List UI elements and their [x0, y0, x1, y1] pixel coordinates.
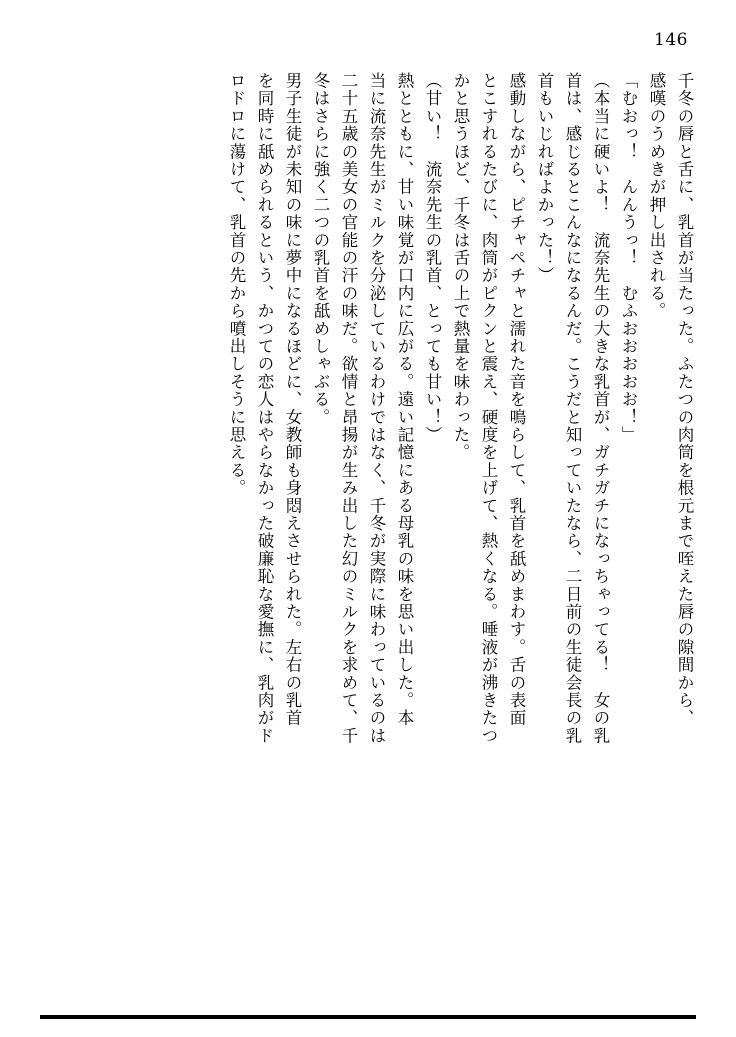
text-column: 首もいじればよかった！） — [535, 72, 554, 285]
footer-rule — [40, 1015, 696, 1019]
text-column: とこすれるたびに、肉筒がピクンと震え、硬度を上げて、熱くなる。唾液が沸きたつ — [479, 72, 498, 745]
text-column: 首は、感じるとこんなになるんだ。こうだと知っていたなら、二日前の生徒会長の乳 — [563, 72, 582, 745]
text-column: （甘い！ 流奈先生の乳首、とっても甘い！） — [423, 72, 442, 444]
text-column: 当に流奈先生がミルクを分泌しているわけではなく、千冬が実際に味わっているのは — [367, 72, 386, 745]
text-column: 感動しながら、ピチャペチャと濡れた音を鳴らして、乳首を舐めまわす。舌の表面 — [507, 72, 526, 727]
text-column: 感嘆のうめきが押し出される。 — [647, 72, 666, 320]
text-column: 「むおっ！ んんうっ！ むふおおおおお！」 — [619, 72, 638, 444]
text-column: 熱とともに、甘い味覚が口内に広がる。遠い記憶にある母乳の味を思い出した。本 — [395, 72, 414, 727]
page-number: 146 — [654, 30, 688, 50]
text-column: 千冬の唇と舌に、乳首が当たった。ふたつの肉筒を根元まで咥えた唇の隙間から、 — [675, 72, 694, 727]
text-column: （本当に硬いよ！ 流奈先生の大きな乳首が、ガチガチになっちゃってる！ 女の乳 — [591, 72, 610, 745]
vertical-text-block — [44, 72, 692, 952]
text-column: を同時に舐められるという、かつての恋人はやらなかった破廉恥な愛撫に、乳肉がド — [255, 72, 274, 745]
text-column: ロドロに蕩けて、乳首の先から噴出しそうに思える。 — [227, 72, 246, 497]
text-column: 二十五歳の美女の官能の汗の味だ。欲情と昂揚が生み出した幻のミルクを求めて、千 — [339, 72, 358, 745]
text-column: 男子生徒が未知の味に夢中になるほどに、女教師も身悶えさせられた。左右の乳首 — [283, 72, 302, 727]
text-column: かと思うほど、千冬は舌の上で熱量を味わった。 — [451, 72, 470, 462]
text-column: 冬はさらに強く二つの乳首を舐めしゃぶる。 — [311, 72, 330, 426]
